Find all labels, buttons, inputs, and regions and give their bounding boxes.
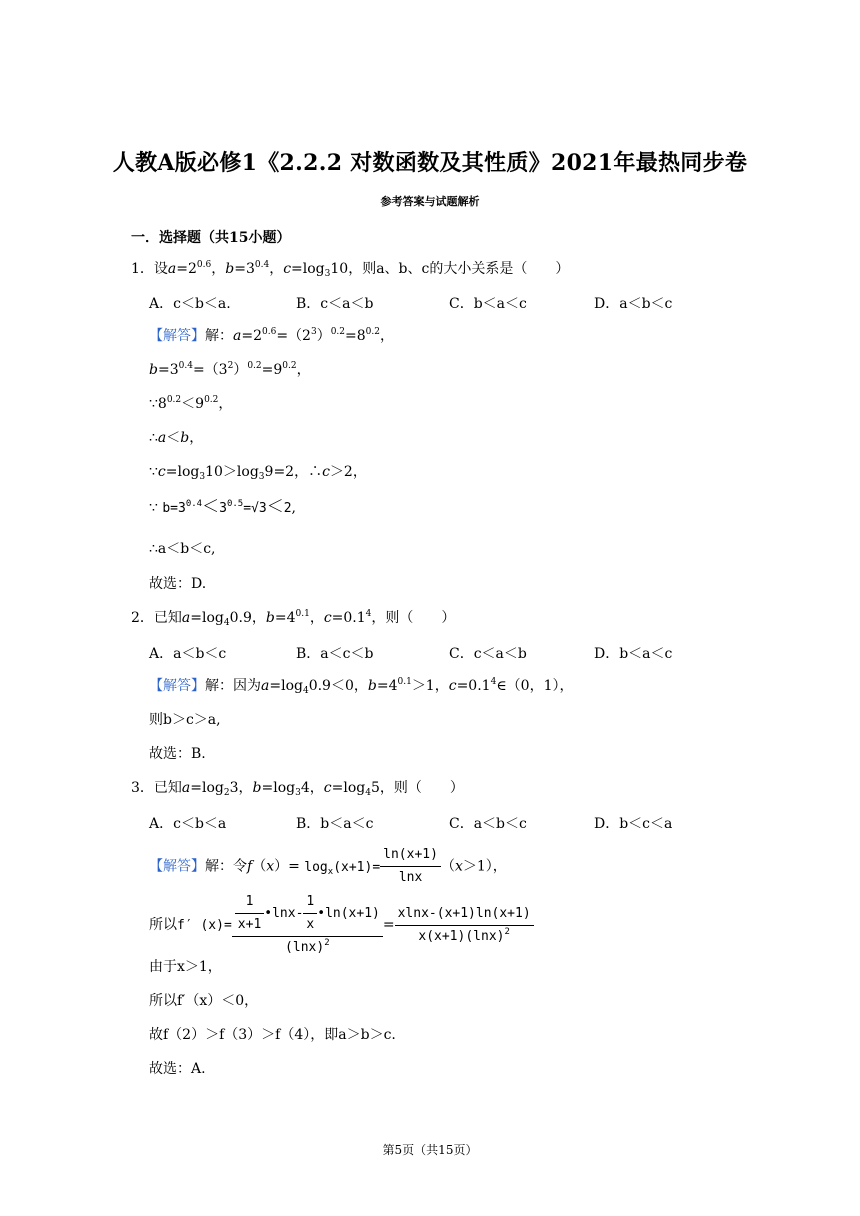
q2-option-d: D．b＜a＜c bbox=[594, 646, 673, 662]
question-2-stem: 2．已知$a=\log_40.9$，$b=4^{0.1}$，$c=0.1^4$，则（ ） bbox=[131, 609, 456, 628]
q1-solution-line-4: ∴a＜b， bbox=[149, 430, 204, 446]
q2-solution-line-1: 【解答】解：因为$a=\log_40.9<0$，$b=4^{0.1}>1$，$c=0.1^4\in(0$，1）， bbox=[149, 677, 574, 696]
answer-tag: 【解答】 bbox=[149, 858, 205, 875]
q1-solution-line-3: $\because 8^{0.2}<9^{0.2}$， bbox=[149, 395, 233, 412]
derivative-simplified: $\frac{xlnx-(x+1)\ln(x+1)}{x(x+1)(\ln x)^2}$ bbox=[395, 904, 534, 947]
section-heading: 一．选择题（共15小题） bbox=[131, 230, 291, 246]
q1-option-b: B．c＜a＜b bbox=[296, 296, 374, 312]
q1-solution-line-2: $b=3^{0.4}=(3^2)^{0.2}=9^{0.2}$， bbox=[149, 361, 311, 378]
q3-solution-line-3: 由于x＞1， bbox=[149, 959, 222, 975]
fraction-formula: $\frac{\ln(x+1)}{\ln x}$ bbox=[380, 845, 441, 888]
document-title: 人教A版必修1《2.2.2 对数函数及其性质》2021年最热同步卷 bbox=[112, 150, 748, 176]
document-subtitle: 参考答案与试题解析 bbox=[380, 195, 480, 208]
q1-option-c: C．b＜a＜c bbox=[449, 296, 527, 312]
answer-tag: 【解答】 bbox=[149, 678, 205, 694]
q3-solution-line-2: 所以f′ (x)= $\frac{1}{x+1}$ •lnx- $\frac{1}{x}$ •ln(x+1) $(\ln x)^2$ = $\frac{xlnx-(x+1)\ln(x+1)}{x(x+1)(\ln x)^2}$ bbox=[149, 892, 534, 958]
question-1-stem: 1．设$a=2^{0.6}$，$b=3^{0.4}$，$c=\log_310$，则a、b、c的大小关系是（ ） bbox=[131, 260, 570, 279]
q1-solution-conclusion: ∴a＜b＜c, bbox=[149, 541, 216, 557]
q3-option-d: D．b＜c＜a bbox=[594, 816, 673, 832]
q1-option-a: A．c＜b＜a. bbox=[149, 296, 231, 312]
q1-option-d: D．a＜b＜c bbox=[594, 296, 673, 312]
q2-option-c: C．c＜a＜b bbox=[449, 646, 527, 662]
q3-option-b: B．b＜a＜c bbox=[296, 816, 374, 832]
question-3-stem: 3．已知$a=\log_23$，$b=\log_34$，$c=\log_45$，则（ ） bbox=[131, 780, 464, 798]
answer-tag: 【解答】 bbox=[149, 328, 205, 344]
q3-choice: 故选：A. bbox=[149, 1061, 206, 1077]
q3-solution-line-1: 【解答】解：令$f(x)= \log_x(x+1)=$ $\frac{\ln(x+1)}{\ln x}$ （x＞1）， bbox=[149, 845, 507, 888]
q1-solution-line-5: $\because c=\log_310>\log_39=2$，∴c＞2， bbox=[149, 464, 367, 482]
derivative-formula: $\frac{1}{x+1}$ •lnx- $\frac{1}{x}$ •ln(x+1) $(\ln x)^2$ bbox=[232, 892, 383, 958]
q3-solution-line-5: 故f（2）＞f（3）＞f（4），即a＞b＞c. bbox=[149, 1027, 396, 1043]
q1-choice: 故选：D. bbox=[149, 576, 207, 592]
q2-solution-line-2: 则b＞c＞a, bbox=[149, 712, 221, 728]
q2-option-b: B．a＜c＜b bbox=[296, 646, 374, 662]
q2-option-a: A．a＜b＜c bbox=[149, 646, 227, 662]
q2-choice: 故选：B. bbox=[149, 746, 206, 762]
page-footer: 第5页（共15页） bbox=[382, 1143, 478, 1157]
q3-solution-line-4: 所以f′（x）＜0， bbox=[149, 993, 259, 1009]
q3-option-c: C．a＜b＜c bbox=[449, 816, 527, 832]
q1-solution-line-1: 【解答】解：$a=2^{0.6}=(2^3)^{0.2}=8^{0.2}$， bbox=[149, 327, 394, 344]
q3-option-a: A．c＜b＜a bbox=[149, 816, 227, 832]
q1-solution-line-6: ∵ $b=3^{0.4}<3^{0.5}=√3<2$, bbox=[149, 497, 296, 517]
